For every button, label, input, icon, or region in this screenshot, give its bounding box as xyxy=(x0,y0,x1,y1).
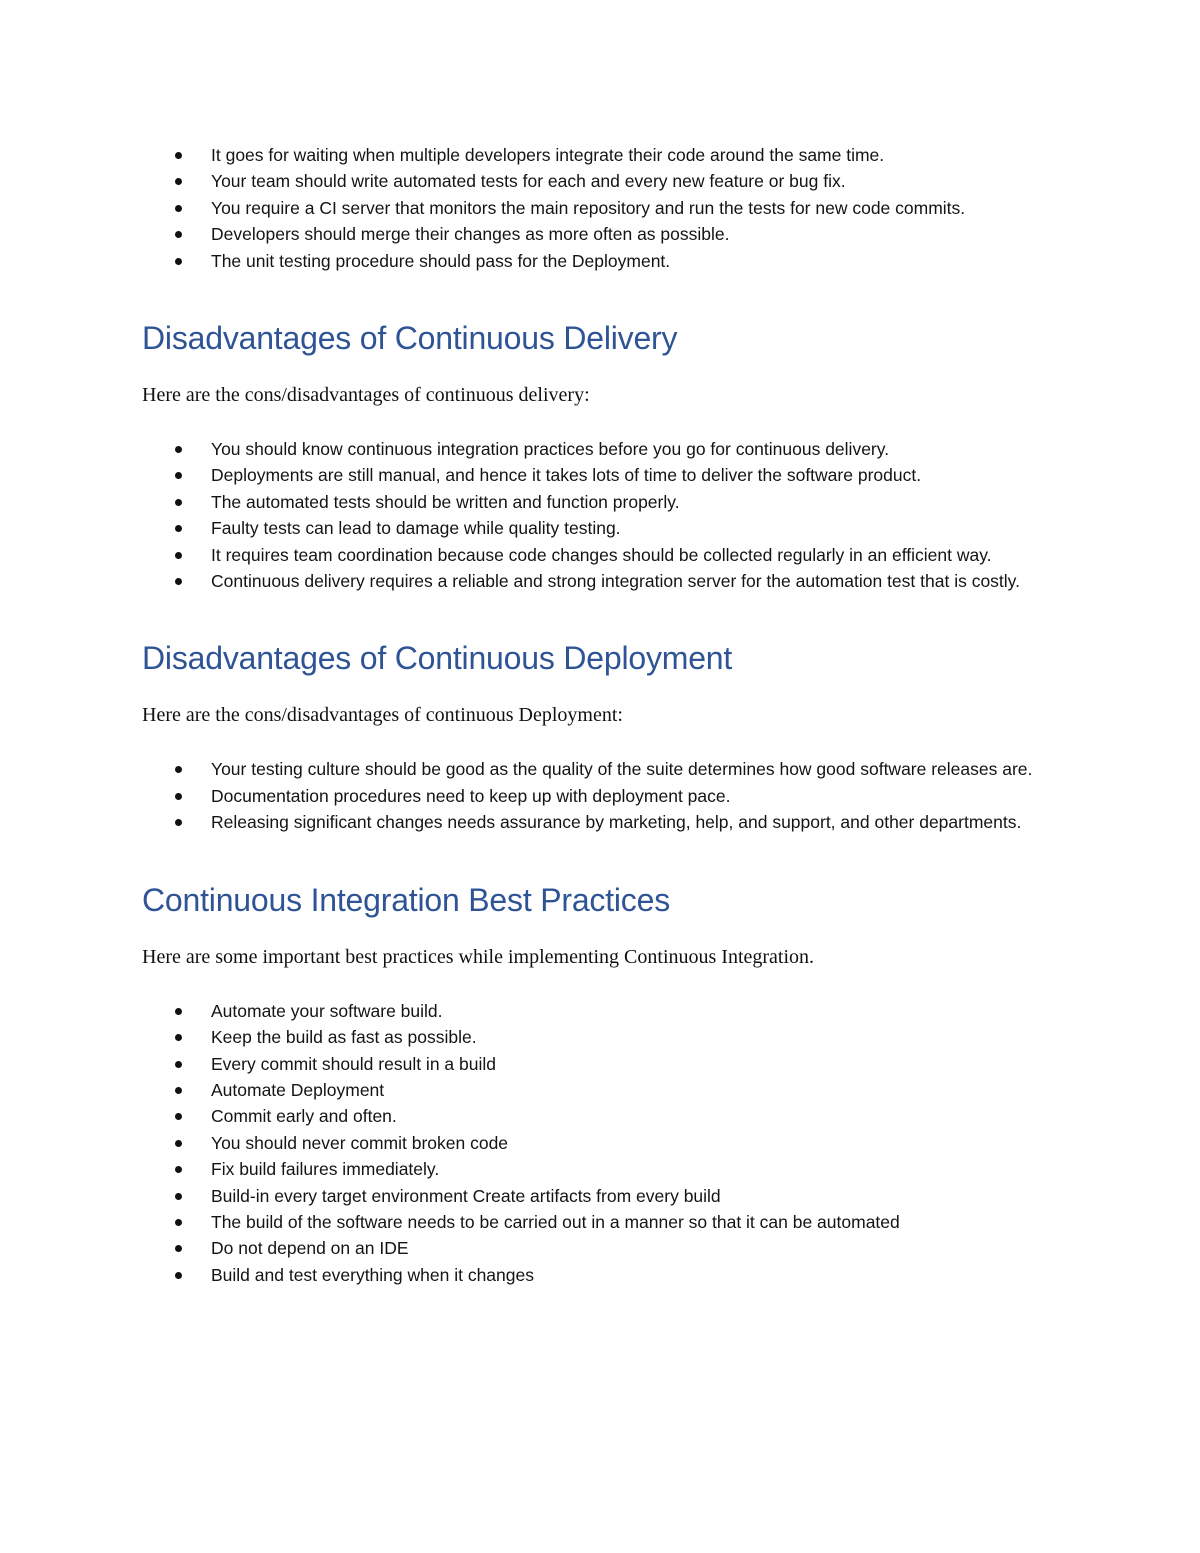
bullet-icon xyxy=(175,178,182,185)
list-item xyxy=(142,489,1062,515)
list-item xyxy=(142,195,1062,221)
bullet-icon xyxy=(175,1008,182,1015)
list-item-text: Your team should write automated tests for each and every new feature or bug fix. xyxy=(211,171,846,192)
bullet-icon xyxy=(175,819,182,826)
bullet-icon xyxy=(175,499,182,506)
bullet-icon xyxy=(175,1087,182,1094)
bullet-icon xyxy=(175,472,182,479)
list-item-text: You should know continuous integration practices before you go for continuous delivery. xyxy=(211,439,890,460)
bullet-icon xyxy=(175,1219,182,1226)
list-item xyxy=(142,809,1062,835)
list-item xyxy=(142,783,1062,809)
list-item-text: Do not depend on an IDE xyxy=(211,1238,409,1259)
bullet-icon xyxy=(175,231,182,238)
list-item xyxy=(142,515,1062,541)
bullet-icon xyxy=(175,1113,182,1120)
list-item xyxy=(142,221,1062,247)
list-item-text: It goes for waiting when multiple developers integrate their code around the same time. xyxy=(211,145,885,165)
document-content xyxy=(142,142,1062,1288)
bullet-icon xyxy=(175,205,182,212)
list-item xyxy=(142,998,1062,1024)
list-item-text: The build of the software needs to be carried out in a manner so that it can be automated xyxy=(211,1211,900,1232)
intro-continuous-deployment: Here are the cons/disadvantages of continuous Deployment: xyxy=(142,704,623,727)
list-item-text: Deployments are still manual, and hence it takes lots of time to deliver the software product. xyxy=(211,465,922,486)
bullet-icon xyxy=(175,1193,182,1200)
list-item xyxy=(142,1077,1062,1103)
list-item xyxy=(142,1235,1062,1261)
bullet-icon xyxy=(175,446,182,453)
list-item xyxy=(142,1262,1062,1288)
list-item xyxy=(142,248,1062,274)
list-item-text: The unit testing procedure should pass for the Deployment. xyxy=(211,250,671,271)
bullet-icon xyxy=(175,525,182,532)
list-item-text: It requires team coordination because code changes should be collected regularly in an efficient way. xyxy=(211,544,992,565)
heading-disadvantages-continuous-delivery: Disadvantages of Continuous Delivery xyxy=(142,320,678,357)
bullet-list-deployment-disadvantages xyxy=(142,756,1062,835)
list-item-text: Build and test everything when it changes xyxy=(211,1264,534,1285)
list-item-text: Your testing culture should be good as the quality of the suite determines how good software releases are. xyxy=(211,759,1033,780)
heading-disadvantages-continuous-deployment: Disadvantages of Continuous Deployment xyxy=(142,640,733,677)
bullet-icon xyxy=(175,1061,182,1068)
bullet-icon xyxy=(175,766,182,773)
list-item xyxy=(142,436,1062,462)
list-item-text: Fix build failures immediately. xyxy=(211,1159,440,1180)
bullet-icon xyxy=(175,793,182,800)
list-item xyxy=(142,1051,1062,1077)
bullet-icon xyxy=(175,1140,182,1147)
list-item-text: Automate your software build. xyxy=(211,1000,443,1021)
list-item-text: Documentation procedures need to keep up with deployment pace. xyxy=(211,785,731,806)
list-item-text: Every commit should result in a build xyxy=(211,1053,496,1074)
bullet-icon xyxy=(175,552,182,559)
list-item xyxy=(142,1130,1062,1156)
list-item-text: You should never commit broken code xyxy=(211,1132,509,1153)
list-item xyxy=(142,168,1062,194)
bullet-icon xyxy=(175,258,182,265)
list-item xyxy=(142,142,1062,168)
bullet-icon xyxy=(175,1245,182,1252)
bullet-list-ci-best-practices xyxy=(142,998,1062,1288)
bullet-list-delivery-disadvantages xyxy=(142,436,1062,594)
bullet-icon xyxy=(175,152,182,159)
list-item xyxy=(142,1183,1062,1209)
list-item xyxy=(142,542,1062,568)
bullet-icon xyxy=(175,1166,182,1173)
list-item xyxy=(142,568,1062,594)
intro-continuous-delivery: Here are the cons/disadvantages of continuous delivery: xyxy=(142,384,590,407)
list-item-text: The automated tests should be written and function properly. xyxy=(211,491,680,512)
list-item-text: Automate Deployment xyxy=(211,1079,385,1100)
list-item xyxy=(142,462,1062,488)
bullet-list-ci-requirements xyxy=(142,142,1062,274)
list-item-text: Keep the build as fast as possible. xyxy=(211,1027,477,1048)
list-item xyxy=(142,1103,1062,1129)
list-item-text: Developers should merge their changes as more often as possible. xyxy=(211,224,730,245)
heading-ci-best-practices: Continuous Integration Best Practices xyxy=(142,881,671,918)
list-item-text: Faulty tests can lead to damage while quality testing. xyxy=(211,518,621,539)
list-item-text: You require a CI server that monitors the main repository and run the tests for new code commits. xyxy=(211,197,966,218)
list-item-text: Releasing significant changes needs assurance by marketing, help, and support, and other departments. xyxy=(211,812,1022,833)
list-item xyxy=(142,1024,1062,1050)
list-item xyxy=(142,1209,1062,1235)
list-item xyxy=(142,1156,1062,1182)
bullet-icon xyxy=(175,1272,182,1279)
list-item-text: Build-in every target environment Create artifacts from every build xyxy=(211,1185,721,1206)
intro-ci-best-practices: Here are some important best practices while implementing Continuous Integration. xyxy=(142,945,815,968)
list-item-text: Commit early and often. xyxy=(211,1106,397,1127)
bullet-icon xyxy=(175,578,182,585)
bullet-icon xyxy=(175,1034,182,1041)
list-item xyxy=(142,756,1062,782)
list-item-text: Continuous delivery requires a reliable and strong integration server for the automation test that is costly. xyxy=(211,571,1020,592)
